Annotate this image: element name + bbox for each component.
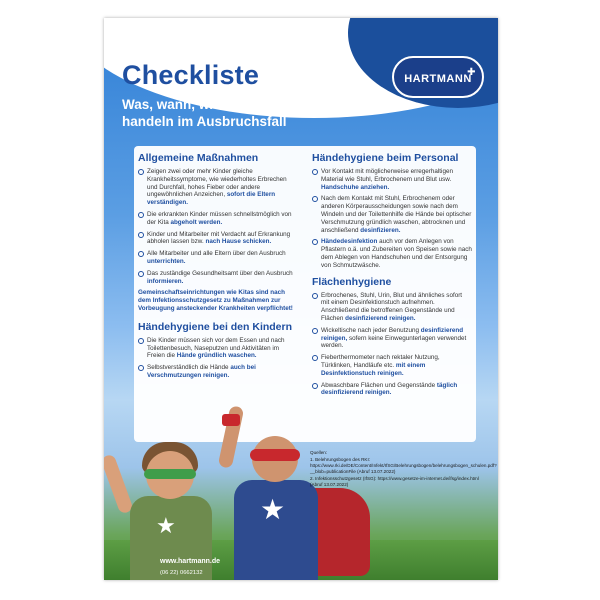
list-item: Die Kinder müssen sich vor dem Essen und nach Toilettenbesuch, Naseputzen und Aktivitäten im Freien die Hände gründlich waschen. [138,337,298,360]
boy-mask [250,449,300,461]
list-item: Erbrochenes, Stuhl, Urin, Blut und ähnliches sofort mit einem Desinfektionstuch aufnehmen. Anschließend die betroffenen Gegenstände und Flächen desinfizierend reinigen. [312,292,472,323]
list-item: Vor Kontakt mit möglicherweise erregerhaltigen Material wie Stuhl, Erbrochenem und Blut usw. Handschuhe anziehen. [312,168,472,191]
sources-block [310,450,497,489]
girl-arm [104,453,134,514]
surfaces-list [312,292,472,398]
list-item: Händedesinfektion auch vor dem Anlegen von Pflastern o.ä. und Zubereiten von Speisen sowie nach dem Ablegen von Handschuhen und der Entsorgung von Schmutzwäsche. [312,238,472,269]
plus-icon: ✚ [467,67,476,78]
checklist-poster [104,18,498,580]
sources-label: Quellen: [310,450,328,455]
hartmann-logo [392,56,484,98]
girl-mask [144,469,196,479]
star-icon: ★ [260,494,286,525]
source-item: 1. Belehrungsbogen des RKI: https://www.rki.de/DE/Content/Infekt/IfSG/Belehrungsbogen/belehrungsbogen_schulen.pdf?__blob=publicationFile (Abruf 13.07.2022) [310,457,497,474]
staff-list [312,168,472,270]
legal-note: Gemeinschaftseinrichtungen wie Kitas sind nach dem Infektionsschutzgesetz zu Maßnahmen zur Vorbeugung ansteckender Krankheiten verpflichtet! [138,289,293,312]
list-item: Nach dem Kontakt mit Stuhl, Erbrochenem oder anderen Körperausscheidungen sowie nach dem Windeln und der Toilettenhilfe die Hände bei optischer Verschmutzung gründlich waschen, abtrocknen und anschließend desinfizieren. [312,195,472,234]
list-item: Abwaschbare Flächen und Gegenstände täglich desinfizierend reinigen. [312,382,472,398]
phone-number: (06 22) 0662132 [160,570,203,576]
source-item: 2. Infektionsschutzgesetz (IfSG): https://www.gesetze-im-internet.de/ifsg/index.html (Abruf 13.07.2022) [310,476,479,487]
list-item: Fieberthermometer nach rektaler Nutzung, Türklinken, Handläufe etc. mit einem Desinfektionstuch reinigen. [312,354,472,377]
poster-title: Checkliste [122,60,260,90]
heading-staff: Händehygiene beim Personal [312,152,459,164]
website-link[interactable]: www.hartmann.de [160,558,221,565]
heading-surfaces: Flächenhygiene [312,275,392,288]
list-item: Alle Mitarbeiter und alle Eltern über den Ausbruch unterrichten. [138,250,298,266]
poster-subtitle: Was, wann, wie und womit: richtig handeln im Ausbruchsfall [122,97,342,129]
list-item: Selbstverständlich die Hände auch bei Verschmutzungen reinigen. [138,364,298,380]
list-item: Die erkrankten Kinder müssen schnellstmöglich von der Kita abgeholt werden. [138,211,298,227]
star-icon: ★ [156,513,176,538]
heading-children: Händehygiene bei den Kindern [138,320,293,333]
list-item: Zeigen zwei oder mehr Kinder gleiche Krankheitssymptome, wie wiederholtes Erbrechen und Durchfall, hohes Fieber oder andere ungewöhnlichen Anzeichen, sofort die Eltern verständigen. [138,168,298,207]
list-item: Kinder und Mitarbeiter mit Verdacht auf Erkrankung abholen lassen bzw. nach Hause schicken. [138,231,298,247]
logo-text: HARTMANN [404,73,472,85]
right-column [312,152,472,401]
checklist-card [134,146,476,442]
heading-general: Allgemeine Maßnahmen [138,152,259,164]
list-item: Wickeltische nach jeder Benutzung desinfizierend reinigen, sofern keine Einwegunterlagen verwendet werden. [312,327,472,350]
left-column [138,152,298,384]
general-list [138,168,298,285]
children-list [138,337,298,380]
boy-wristband [222,414,240,426]
list-item: Das zuständige Gesundheitsamt über den Ausbruch informieren. [138,270,298,286]
